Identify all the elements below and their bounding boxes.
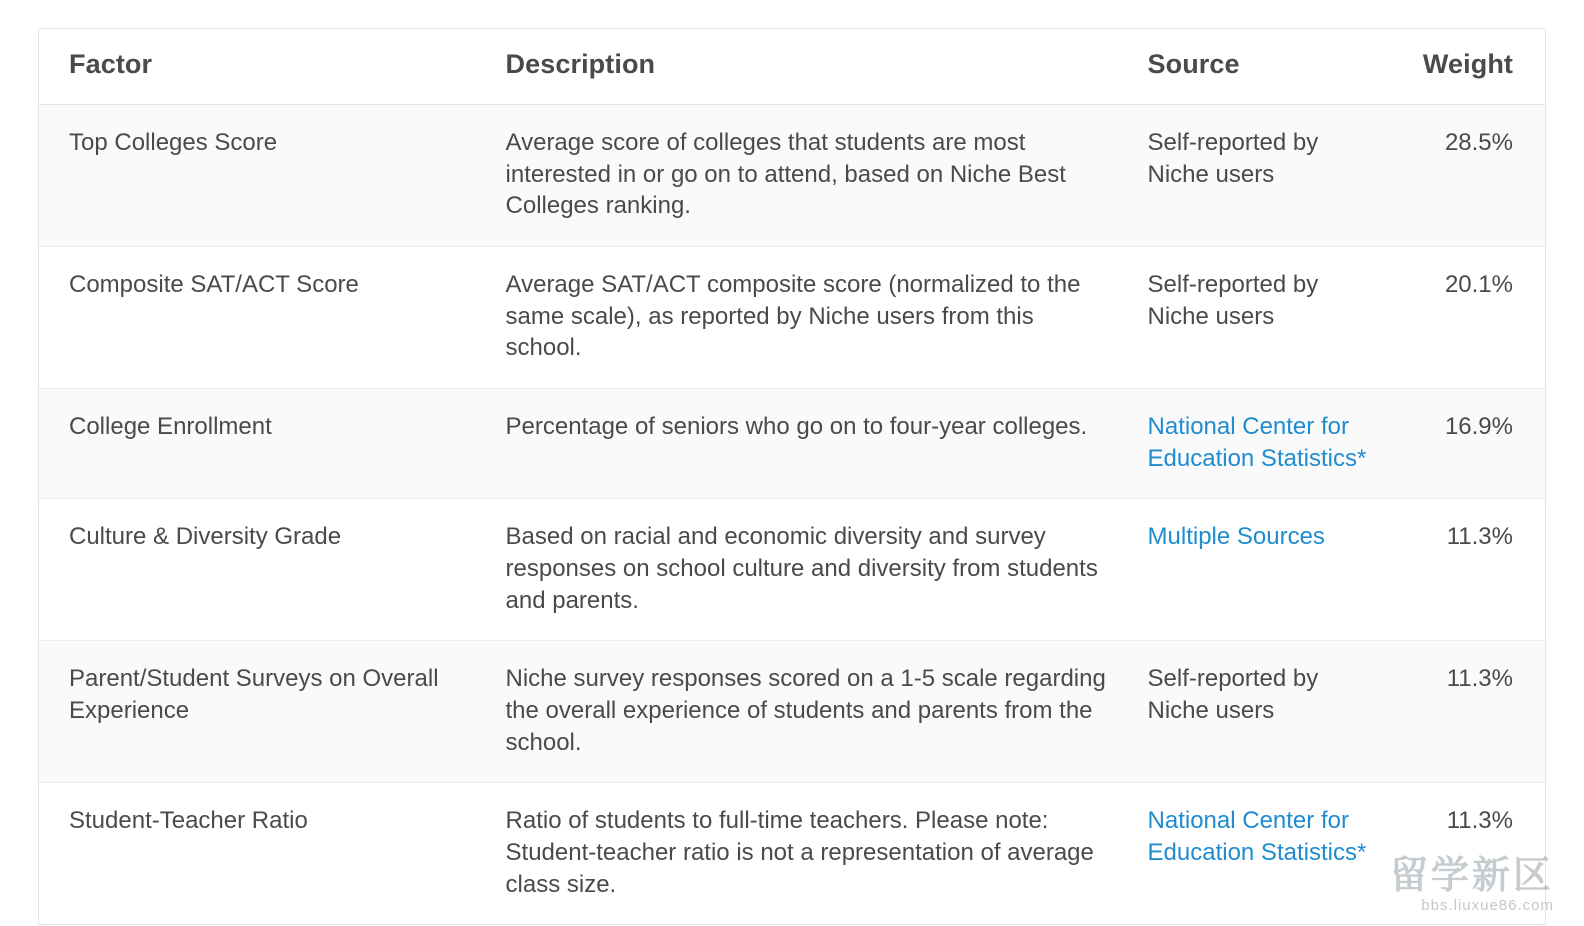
cell-factor: Top Colleges Score (39, 105, 476, 247)
cell-description: Ratio of students to full-time teachers. Please note: Student-teacher ratio is not a representation of average class size. (505, 807, 1094, 898)
watermark-sub-text: bbs.liuxue86.com (1421, 897, 1554, 914)
cell-weight: 16.9% (1387, 389, 1545, 499)
cell-description: Niche survey responses scored on a 1-5 scale regarding the overall experience of students and parents from the school. (476, 641, 1124, 783)
cell-factor: Parent/Student Surveys on Overall Experience (39, 641, 476, 783)
cell-weight: 11.3% (1387, 641, 1545, 783)
cell-description: Average SAT/ACT composite score (normalized to the same scale), as reported by Niche users from this school. (476, 247, 1124, 389)
table-body (39, 105, 1546, 925)
cell-source (1124, 105, 1388, 247)
table-row (39, 105, 1546, 247)
cell-source (1124, 783, 1388, 925)
table-row (39, 499, 1546, 641)
cell-weight: 11.3% (1387, 499, 1545, 641)
cell-source (1124, 389, 1388, 499)
table-header (39, 29, 1546, 105)
table-row (39, 247, 1546, 389)
table-header-row (39, 29, 1546, 105)
column-header-weight: Weight (1387, 29, 1545, 105)
ranking-factors-table (38, 28, 1546, 925)
cell-source (1124, 641, 1388, 783)
cell-factor: Composite SAT/ACT Score (39, 247, 476, 389)
column-header-factor: Factor (39, 29, 476, 105)
cell-factor: Student-Teacher Ratio (69, 807, 308, 835)
cell-source (1124, 499, 1388, 641)
source-text: Self-reported by Niche users (1147, 665, 1319, 725)
table-row (39, 389, 1546, 499)
cell-source (1124, 247, 1388, 389)
source-link[interactable]: National Center for Education Statistics* (1147, 807, 1367, 867)
source-link[interactable]: Multiple Sources (1147, 523, 1325, 551)
table-row (39, 641, 1546, 783)
cell-description: Average score of colleges that students are most interested in or go on to attend, based on Niche Best Colleges ranking. (476, 105, 1124, 247)
cell-weight: 11.3% (1446, 807, 1513, 835)
source-text: Self-reported by Niche users (1147, 129, 1319, 188)
source-text: Self-reported by Niche users (1147, 271, 1319, 330)
cell-weight: 28.5% (1387, 105, 1545, 247)
cell-factor: Culture & Diversity Grade (39, 499, 476, 641)
cell-description: Based on racial and economic diversity and survey responses on school culture and diversity from students and parents. (476, 499, 1124, 641)
column-header-description: Description (476, 29, 1124, 105)
cell-weight: 20.1% (1387, 247, 1545, 389)
cell-factor: College Enrollment (39, 389, 476, 499)
column-header-source: Source (1124, 29, 1388, 105)
cell-description: Percentage of seniors who go on to four-year colleges. (476, 389, 1124, 499)
watermark-main-text: 留学新区 (1389, 855, 1554, 897)
source-link[interactable]: National Center for Education Statistics* (1147, 413, 1367, 472)
table-row (39, 783, 1546, 925)
